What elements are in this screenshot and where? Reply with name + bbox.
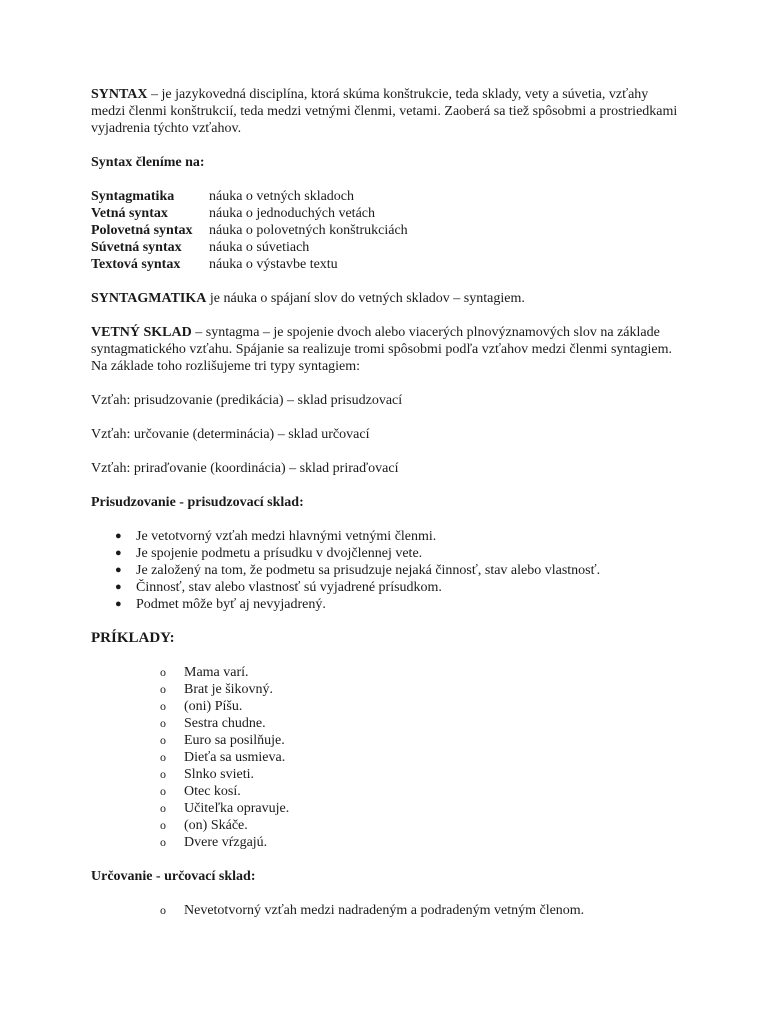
intro-paragraph bbox=[91, 86, 681, 137]
division-desc: náuka o vetných skladoch bbox=[209, 189, 355, 204]
list-item-text: Sestra chudne. bbox=[184, 716, 266, 731]
bullet-icon: ● bbox=[115, 564, 122, 576]
list-item bbox=[91, 579, 681, 596]
priklady-list bbox=[91, 664, 681, 851]
division-desc: náuka o súvetiach bbox=[209, 240, 310, 255]
circle-bullet-icon: o bbox=[160, 767, 166, 781]
circle-bullet-icon: o bbox=[160, 682, 166, 696]
list-item-text: Je vetotvorný vzťah medzi hlavnými vetnými členmi. bbox=[136, 529, 437, 544]
bullet-icon: ● bbox=[115, 547, 122, 559]
division-desc: náuka o jednoduchých vetách bbox=[209, 206, 375, 221]
list-item bbox=[91, 698, 681, 715]
list-item-text: Činnosť, stav alebo vlastnosť sú vyjadrené prísudkom. bbox=[136, 580, 442, 595]
prisudzovanie-heading: Prisudzovanie - prisudzovací sklad: bbox=[91, 495, 304, 510]
document-page bbox=[91, 86, 681, 936]
list-item bbox=[91, 732, 681, 749]
syntagmatika-text: je náuka o spájaní slov do vetných skladov – syntagiem. bbox=[206, 291, 525, 306]
list-item bbox=[91, 766, 681, 783]
list-item bbox=[91, 528, 681, 545]
syntagmatika-paragraph bbox=[91, 290, 681, 307]
urcovanie-list bbox=[91, 902, 681, 919]
circle-bullet-icon: o bbox=[160, 801, 166, 815]
list-item-text: (oni) Píšu. bbox=[184, 699, 243, 714]
list-item-text: Je spojenie podmetu a prísudku v dvojčlennej vete. bbox=[136, 546, 423, 561]
list-item bbox=[91, 596, 681, 613]
list-item bbox=[91, 749, 681, 766]
circle-bullet-icon: o bbox=[160, 835, 166, 849]
list-item bbox=[91, 783, 681, 800]
list-item-text: Dvere vŕzgajú. bbox=[184, 835, 268, 850]
priklady-heading: PRÍKLADY: bbox=[91, 630, 175, 646]
division-desc: náuka o výstavbe textu bbox=[209, 257, 338, 272]
division-term: Súvetná syntax bbox=[91, 240, 182, 255]
circle-bullet-icon: o bbox=[160, 716, 166, 730]
circle-bullet-icon: o bbox=[160, 665, 166, 679]
bullet-icon: ● bbox=[115, 581, 122, 593]
list-item-text: Otec kosí. bbox=[184, 784, 241, 799]
intro-term: SYNTAX bbox=[91, 87, 148, 102]
list-item bbox=[91, 817, 681, 834]
division-term: Vetná syntax bbox=[91, 206, 168, 221]
division-term: Textová syntax bbox=[91, 257, 181, 272]
circle-bullet-icon: o bbox=[160, 750, 166, 764]
division-desc: náuka o polovetných konštrukciách bbox=[209, 223, 408, 238]
list-item bbox=[91, 664, 681, 681]
circle-bullet-icon: o bbox=[160, 784, 166, 798]
list-item-text: Euro sa posilňuje. bbox=[184, 733, 285, 748]
list-item-text: Je založený na tom, že podmetu sa prisudzuje nejaká činnosť, stav alebo vlastnosť. bbox=[136, 563, 601, 578]
list-item bbox=[91, 681, 681, 698]
list-item bbox=[91, 834, 681, 851]
list-item bbox=[91, 800, 681, 817]
list-item-text: Slnko svieti. bbox=[184, 767, 255, 782]
syntagmatika-term: SYNTAGMATIKA bbox=[91, 291, 207, 306]
relation-line: Vzťah: určovanie (determinácia) – sklad určovací bbox=[91, 427, 370, 442]
intro-text: – je jazykovedná disciplína, ktorá skúma konštrukcie, teda sklady, vety a súvetia, vzťahy medzi členmi konštrukcií, teda medzi vetnými členmi, vetami. Zaoberá sa tiež spôsobmi a prostriedkami vyjadrenia týchto vzťahov. bbox=[91, 87, 678, 136]
relation-line: Vzťah: priraďovanie (koordinácia) – sklad priraďovací bbox=[91, 461, 399, 476]
list-item bbox=[91, 562, 681, 579]
circle-bullet-icon: o bbox=[160, 733, 166, 747]
list-item bbox=[91, 545, 681, 562]
circle-bullet-icon: o bbox=[160, 699, 166, 713]
sklad-paragraph bbox=[91, 324, 681, 375]
division-list bbox=[91, 188, 681, 273]
list-item bbox=[91, 902, 681, 919]
division-term: Syntagmatika bbox=[91, 189, 175, 204]
urcovanie-heading: Určovanie - určovací sklad: bbox=[91, 869, 256, 884]
circle-bullet-icon: o bbox=[160, 903, 166, 917]
list-item-text: Podmet môže byť aj nevyjadrený. bbox=[136, 597, 326, 612]
list-item-text: Dieťa sa usmieva. bbox=[184, 750, 286, 765]
list-item-text: Nevetotvorný vzťah medzi nadradeným a podradeným vetným členom. bbox=[184, 903, 585, 918]
circle-bullet-icon: o bbox=[160, 818, 166, 832]
list-item-text: Mama varí. bbox=[184, 665, 249, 680]
prisudzovanie-list bbox=[91, 528, 681, 613]
bullet-icon: ● bbox=[115, 530, 122, 542]
division-heading: Syntax členíme na: bbox=[91, 155, 205, 170]
list-item-text: Brat je šikovný. bbox=[184, 682, 274, 697]
sklad-text: – syntagma – je spojenie dvoch alebo viacerých plnovýznamových slov na základe syntagmatického vzťahu. Spájanie sa realizuje tromi spôsobmi podľa vzťahov medzi členmi syntagiem. Na základe toho rozlišujeme tri typy syntagiem: bbox=[91, 325, 672, 374]
list-item-text: Učiteľka opravuje. bbox=[184, 801, 290, 816]
division-term: Polovetná syntax bbox=[91, 223, 193, 238]
relation-line: Vzťah: prisudzovanie (predikácia) – sklad prisudzovací bbox=[91, 393, 403, 408]
list-item-text: (on) Skáče. bbox=[184, 818, 248, 833]
list-item bbox=[91, 715, 681, 732]
sklad-term: VETNÝ SKLAD bbox=[91, 325, 192, 340]
bullet-icon: ● bbox=[115, 598, 122, 610]
